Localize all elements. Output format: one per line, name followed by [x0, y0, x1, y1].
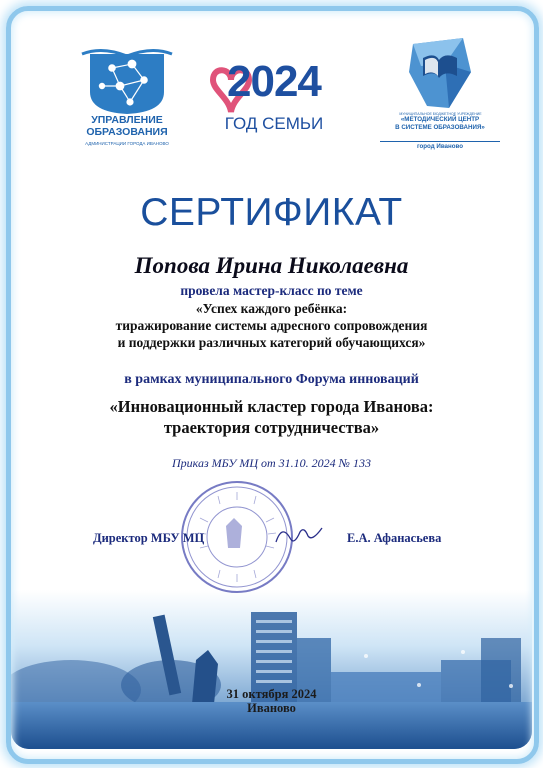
left-logo-line1: УПРАВЛЕНИЕ: [91, 114, 163, 126]
signer-title: Директор МБУ МЦ: [93, 531, 205, 545]
handwritten-signature: [272, 520, 327, 550]
right-logo-city: город Иваново: [380, 141, 500, 150]
issue-city: Иваново: [247, 701, 296, 715]
right-logo-tiny: МУНИЦИПАЛЬНОЕ БЮДЖЕТНОЕ УЧРЕЖДЕНИЕ: [399, 112, 482, 116]
order-reference: Приказ МБУ МЦ от 31.10. 2024 № 133: [172, 456, 371, 470]
recipient-name: Попова Ирина Николаевна: [134, 253, 409, 278]
year-label: 2024: [227, 57, 321, 106]
topic-line-3: и поддержки различных категорий обучающихся»: [117, 335, 426, 350]
forum-intro: в рамках муниципального Форума инноваций: [124, 372, 419, 387]
crystal-book-icon: [405, 36, 475, 111]
year-of-family-label: ГОД СЕМЬИ: [224, 114, 324, 133]
left-logo-title: [62, 114, 192, 138]
issue-date-block: [0, 687, 543, 715]
forum-line-1: «Инновационный кластер города Иванова:: [109, 397, 434, 416]
left-logo-subtitle: АДМИНИСТРАЦИИ ГОРОДА ИВАНОВО: [85, 141, 169, 146]
left-logo-line2: ОБРАЗОВАНИЯ: [86, 126, 168, 138]
topic-line-2: тиражирование системы адресного сопровождения: [115, 318, 428, 333]
forum-line-2: траектория сотрудничества»: [163, 418, 380, 437]
right-logo-line2: В СИСТЕМЕ ОБРАЗОВАНИЯ»: [395, 123, 485, 131]
right-logo-title: [380, 116, 500, 131]
issue-date: 31 октября 2024: [226, 687, 317, 701]
action-text: провела мастер-класс по теме: [180, 283, 363, 298]
signer-name: Е.А. Афанасьева: [347, 531, 442, 545]
right-logo-line1: «МЕТОДИЧЕСКИЙ ЦЕНТР: [400, 116, 480, 123]
topic-line-1: «Успех каждого ребёнка:: [195, 301, 348, 316]
certificate-title: СЕРТИФИКАТ: [140, 191, 403, 234]
